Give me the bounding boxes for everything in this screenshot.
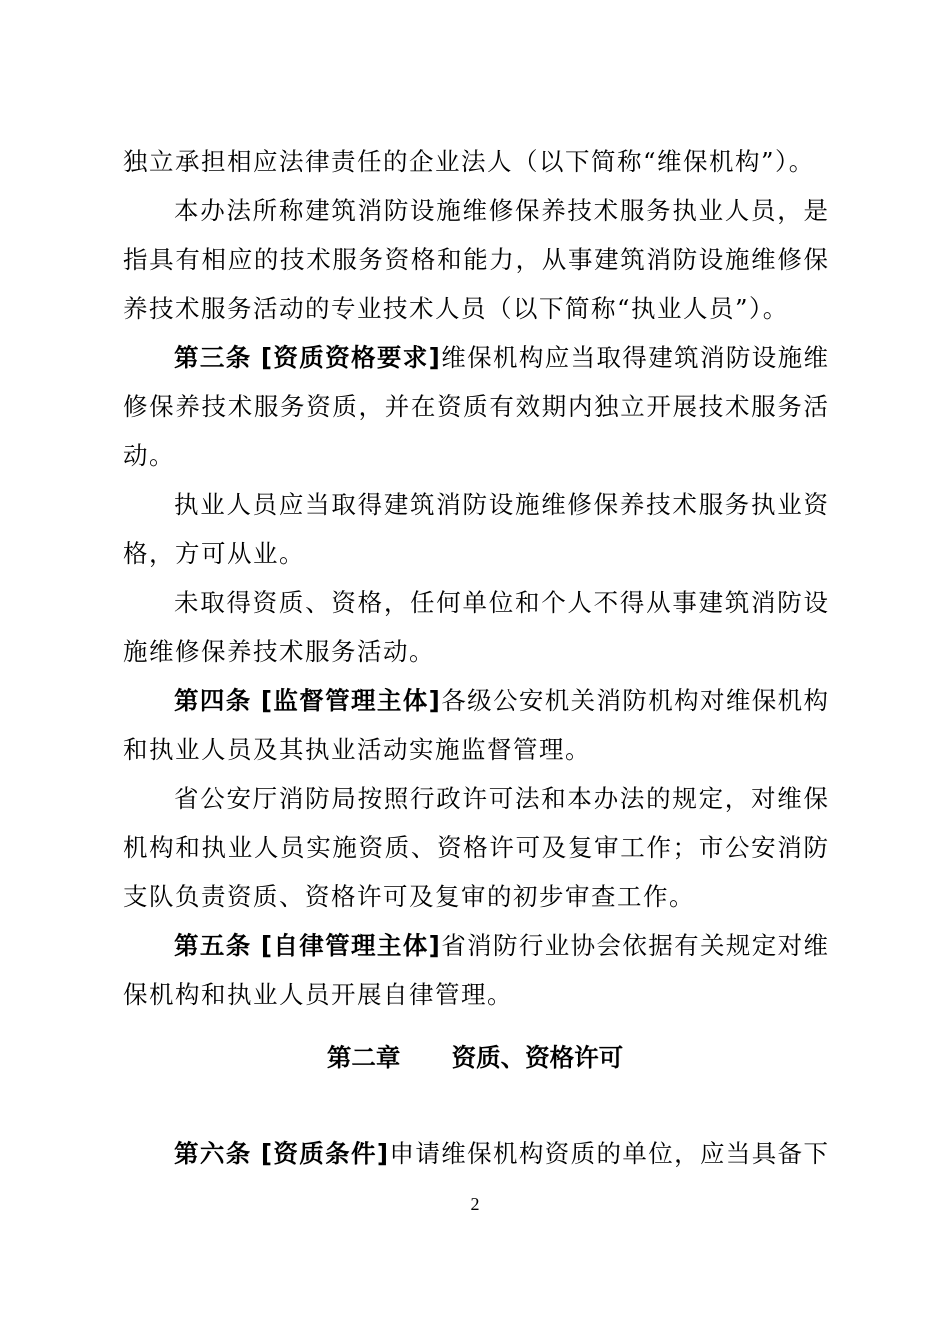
paragraph-line: 本办法所称建筑消防设施维修保养技术服务执业人员，是: [174, 196, 828, 225]
article-6-line: 第六条 [资质条件]申请维保机构资质的单位，应当具备下: [174, 1139, 828, 1168]
paragraph-line: 独立承担相应法律责任的企业法人（以下简称“维保机构”）。: [123, 147, 815, 176]
paragraph-line: 执业人员应当取得建筑消防设施维修保养技术服务执业资: [174, 490, 828, 519]
article-number: 第三条: [174, 343, 252, 372]
article-heading: [自律管理主体]: [260, 931, 440, 960]
paragraph-line: 养技术服务活动的专业技术人员（以下简称“执业人员”）。: [123, 294, 789, 323]
paragraph-line: 省公安厅消防局按照行政许可法和本办法的规定，对维保: [174, 784, 828, 813]
article-heading: [资质资格要求]: [260, 343, 440, 372]
paragraph-line: 和执业人员及其执业活动实施监督管理。: [123, 735, 591, 764]
article-3-line: 第三条 [资质资格要求]维保机构应当取得建筑消防设施维: [174, 343, 829, 372]
paragraph-line: 施维修保养技术服务活动。: [123, 637, 435, 666]
article-heading: [监督管理主体]: [260, 686, 440, 715]
article-heading: [资质条件]: [260, 1139, 389, 1168]
paragraph-line: 保机构和执业人员开展自律管理。: [123, 980, 513, 1009]
article-number: 第五条: [174, 931, 252, 960]
article-number: 第四条: [174, 686, 252, 715]
paragraph-line: 机构和执业人员实施资质、资格许可及复审工作；市公安消防: [123, 833, 828, 862]
article-number: 第六条: [174, 1139, 252, 1168]
article-5-line: 第五条 [自律管理主体]省消防行业协会依据有关规定对维: [174, 931, 829, 960]
paragraph-line: 动。: [123, 441, 175, 470]
page-number: 2: [470, 1194, 480, 1214]
paragraph-line: 修保养技术服务资质，并在资质有效期内独立开展技术服务活: [123, 392, 828, 421]
article-4-line: 第四条 [监督管理主体]各级公安机关消防机构对维保机构: [174, 686, 829, 715]
paragraph-line: 支队负责资质、资格许可及复审的初步审查工作。: [123, 882, 695, 911]
chapter-heading: [0, 1040, 950, 1076]
paragraph-line: 格，方可从业。: [123, 539, 305, 568]
paragraph-line: 指具有相应的技术服务资格和能力，从事建筑消防设施维修保: [123, 245, 828, 274]
paragraph-line: 未取得资质、资格，任何单位和个人不得从事建筑消防设: [174, 588, 828, 617]
chapter-title: 资质、资格许可: [451, 1043, 624, 1072]
chapter-number: 第二章: [326, 1043, 401, 1072]
